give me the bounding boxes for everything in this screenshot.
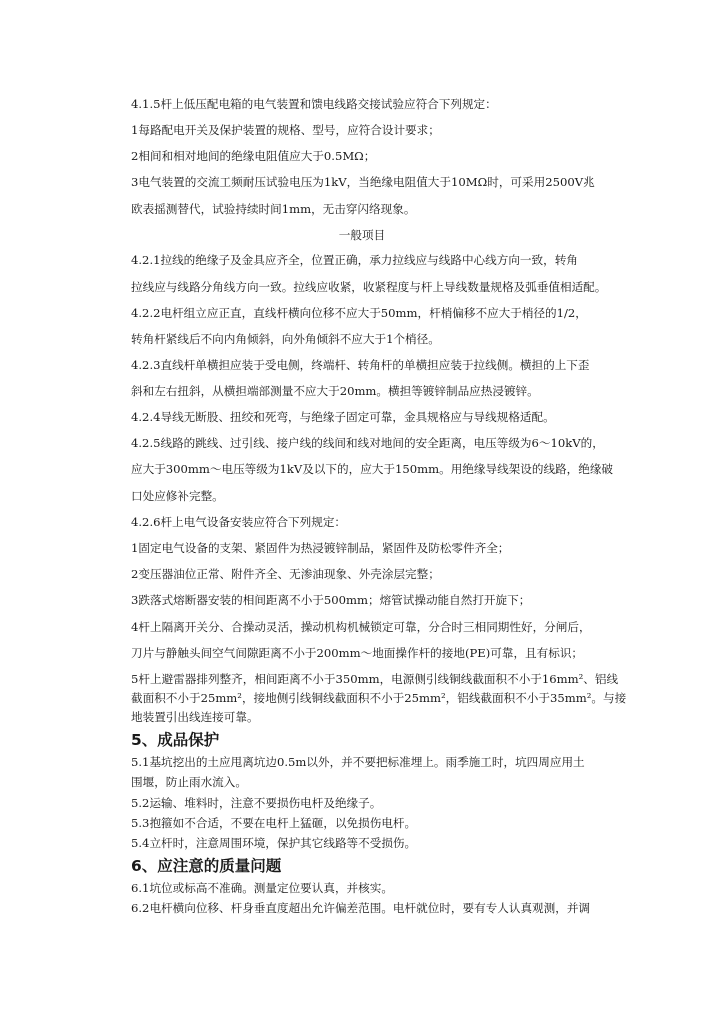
text-line: 4.2.5线路的跳线、过引线、接户线的线间和线对地间的安全距离，电压等级为6～10kV的， [131, 436, 604, 450]
section-heading-5: 5、成品保护 [131, 731, 220, 749]
text-line: 4.1.5杆上低压配电箱的电气装置和馈电线路交接试验应符合下列规定： [131, 97, 497, 111]
text-line: 5.2运输、堆料时，注意不要损伤电杆及绝缘子。 [131, 796, 382, 810]
section-heading-6: 6、应注意的质量问题 [131, 857, 282, 875]
text-line: 6.2电杆横向位移、杆身垂直度超出允许偏差范围。电杆就位时，要有专人认真观测，并调 [131, 901, 591, 915]
text-line: 斜和左右扭斜，从横担端部测量不应大于20mm。横担等镀锌制品应热浸镀锌。 [131, 384, 539, 398]
text-line: 5.1基坑挖出的土应甩离坑边0.5m以外，并不要把标准埋上。雨季施工时，坑四周应用土 [131, 755, 585, 769]
text-line: 6.1坑位或标高不准确。测量定位要认真，并核实。 [131, 881, 393, 895]
text-line: 2相间和相对地间的绝缘电阻值应大于0.5MΩ； [131, 149, 376, 163]
text-line: 4杆上隔离开关分、合操动灵活，操动机构机械锁定可靠，分合时三相同期性好，分闸后， [131, 620, 591, 634]
text-line: 应大于300mm～电压等级为1kV及以下的，应大于150mm。用绝缘导线架设的线路，绝缘破 [131, 462, 614, 476]
text-line: 地装置引出线连接可靠。 [131, 710, 259, 724]
text-line: 3电气装置的交流工频耐压试验电压为1kV，当绝缘电阻值大于10MΩ时，可采用2500V兆 [131, 175, 595, 189]
text-line: 4.2.2电杆组立应正直，直线杆横向位移不应大于50mm，杆梢偏移不应大于梢径的1/2， [131, 306, 587, 320]
text-line: 1每路配电开关及保护装置的规格、型号，应符合设计要求； [131, 123, 440, 137]
subsection-title: 一般项目 [338, 228, 386, 242]
text-line: 5.3抱箍如不合适，不要在电杆上猛砸，以免损伤电杆。 [131, 816, 417, 830]
text-line: 拉线应与线路分角线方向一致。拉线应收紧，收紧程度与杆上导线数量规格及弧垂值相适配。 [131, 280, 607, 294]
text-line: 刀片与静触头间空气间隙距离不小于200mm～地面操作杆的接地(PE)可靠，且有标识； [131, 646, 584, 660]
text-line: 4.2.6杆上电气设备安装应符合下列规定： [131, 515, 347, 529]
text-line: 口处应修补完整。 [131, 489, 224, 503]
text-line: 围堰，防止雨水流入。 [131, 775, 247, 789]
text-line: 4.2.1拉线的绝缘子及金具应齐全，位置正确，承力拉线应与线路中心线方向一致，转角 [131, 253, 578, 267]
text-line: 4.2.4导线无断股、扭绞和死弯，与绝缘子固定可靠，金具规格应与导线规格适配。 [131, 410, 555, 424]
text-line: 4.2.3直线杆单横担应装于受电侧，终端杆、转角杆的单横担应装于拉线侧。横担的上下歪 [131, 358, 590, 372]
text-line: 3跌落式熔断器安装的相间距离不小于500mm；熔管试操动能自然打开旋下； [131, 593, 531, 607]
text-line: 2变压器油位正常、附件齐全、无渗油现象、外壳涂层完整； [131, 567, 440, 581]
text-line: 转角杆紧线后不向内角倾斜，向外角倾斜不应大于1个梢径。 [131, 332, 440, 346]
text-line: 截面积不小于25mm²，接地侧引线铜线截面积不小于25mm²，铝线截面积不小于35mm²。与接 [131, 691, 627, 705]
text-line: 5.4立杆时，注意周围环境，保护其它线路等不受损伤。 [131, 836, 417, 850]
text-line: 5杆上避雷器排列整齐，相间距离不小于350mm，电源侧引线铜线截面积不小于16mm²、铝线 [131, 672, 619, 686]
text-line: 1固定电气设备的支架、紧固件为热浸镀锌制品，紧固件及防松零件齐全； [131, 541, 510, 555]
text-line: 欧表摇测替代，试验持续时间1mm，无击穿闪络现象。 [131, 202, 416, 216]
